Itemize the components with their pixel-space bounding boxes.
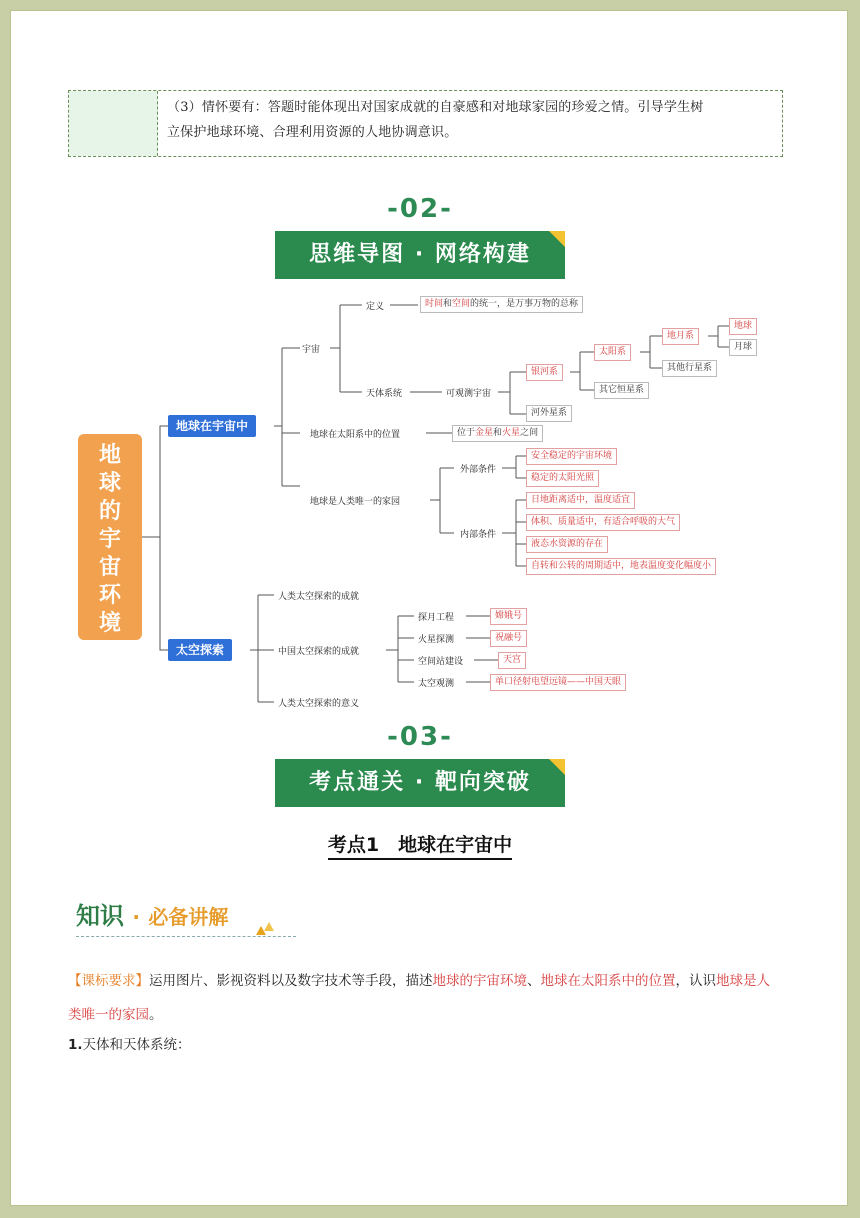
internal-item: 日地距离适中，温度适宜 [526,492,635,509]
curriculum-paragraph [68,964,783,1032]
node-other-planet-systems: 其他行星系 [662,360,717,377]
node-external: 外部条件 [460,465,497,475]
section-banner-03 [275,759,565,807]
internal-item: 体积、质量适中，有适合呼吸的大气 [526,514,680,531]
node-human-achievements: 人类太空探索的成就 [278,592,360,602]
curriculum-text: ，认识 [675,973,716,989]
definition-box [420,296,583,313]
section-banner-02 [275,231,565,279]
section-number-03: -03- [387,722,453,752]
branch-earth-in-universe: 地球在宇宙中 [168,415,256,437]
section-number-02: -02- [387,194,453,224]
pos-part: 位于 [457,428,476,438]
curriculum-red: 地球是人类唯一的家园 [68,973,770,1023]
china-item-label: 太空观测 [418,679,455,689]
heading-1 [68,1033,783,1053]
zhishi-dot: · [132,905,140,929]
node-moon: 月球 [729,339,757,356]
china-item-value: 祝融号 [490,630,527,647]
node-observable-universe: 可观测宇宙 [446,389,492,399]
china-item-label: 火星探测 [418,635,455,645]
def-space: 空间 [452,299,471,309]
zhishi-underline [76,936,296,937]
position-box [452,425,543,442]
banner-title-03: 考点通关 · 靶向突破 [309,770,531,795]
node-universe: 宇宙 [302,345,321,355]
node-position: 地球在太阳系中的位置 [310,430,401,440]
mind-map-root [78,434,142,640]
root-char: 环 [98,583,121,608]
zhishi-header [76,896,228,931]
node-internal: 内部条件 [460,530,497,540]
curriculum-sep: 、 [527,973,541,989]
pos-venus: 金星 [475,428,494,438]
mind-map [74,288,774,710]
node-unique-home: 地球是人类唯一的家园 [310,497,401,507]
china-item-value: 嫦娥号 [490,608,527,625]
pos-part: 之间 [520,428,539,438]
zhishi-part1: 知识 [76,902,124,930]
branch-space-exploration: 太空探索 [168,639,232,661]
root-char: 球 [98,471,121,496]
node-milky-way: 银河系 [526,364,563,381]
kaodian-title-text: 考点1 地球在宇宙中 [328,834,512,860]
internal-item: 自转和公转的周期适中，地表温度变化幅度小 [526,558,716,575]
zhishi-part2: 必备讲解 [148,905,229,929]
china-item-value: 天宫 [498,652,526,669]
root-char: 宙 [98,555,121,580]
node-celestial-system: 天体系统 [366,389,403,399]
internal-item: 液态水资源的存在 [526,536,608,553]
heading-1-text: 天体和天体系统： [82,1037,191,1053]
intro-line-1: （3）情怀要有：答题时能体现出对国家成就的自豪感和对地球家园的珍爱之情。引导学生树 [167,100,704,115]
banner-corner-decoration [549,231,565,247]
intro-box-text [167,95,773,145]
node-china-achievements: 中国太空探索的成就 [278,647,360,657]
root-char: 的 [98,499,121,524]
def-time: 时间 [425,299,444,309]
root-char: 境 [98,611,121,636]
china-item-value: 单口径射电望远镜——中国天眼 [490,674,626,691]
node-definition: 定义 [366,302,385,312]
intro-box [68,90,783,157]
root-char: 地 [98,443,121,468]
intro-line-2: 立保护地球环境、合理利用资源的人地协调意识。 [167,125,458,140]
node-earth-moon-system: 地月系 [662,328,699,345]
mountain-icon [264,922,274,931]
node-human-significance: 人类太空探索的意义 [278,699,360,709]
curriculum-red: 地球在太阳系中的位置 [540,973,676,989]
node-other-star-systems: 其它恒星系 [594,382,649,399]
node-solar-system: 太阳系 [594,344,631,361]
banner-title-02: 思维导图 · 网络构建 [309,242,531,267]
heading-1-num: 1. [68,1037,83,1053]
def-rest: 的统一，是万事万物的总称 [470,299,579,309]
external-item: 稳定的太阳光照 [526,470,599,487]
curriculum-red: 地球的宇宙环境 [432,973,527,989]
root-char: 宇 [98,527,121,552]
pos-part: 和 [493,428,503,438]
kaodian-title [0,830,850,857]
curriculum-text: 运用图片、影视资料以及数字技术等手段，描述 [149,973,433,989]
curriculum-end: 。 [149,1007,163,1023]
def-and: 和 [443,299,453,309]
banner-corner-decoration [549,759,565,775]
node-earth: 地球 [729,318,757,335]
intro-box-label-cell [69,91,158,156]
china-item-label: 空间站建设 [418,657,464,667]
node-other-galaxies: 河外星系 [526,405,572,422]
external-item: 安全稳定的宇宙环境 [526,448,617,465]
curriculum-tag: 【课标要求】 [68,973,149,989]
china-item-label: 探月工程 [418,613,455,623]
pos-mars: 火星 [502,428,521,438]
